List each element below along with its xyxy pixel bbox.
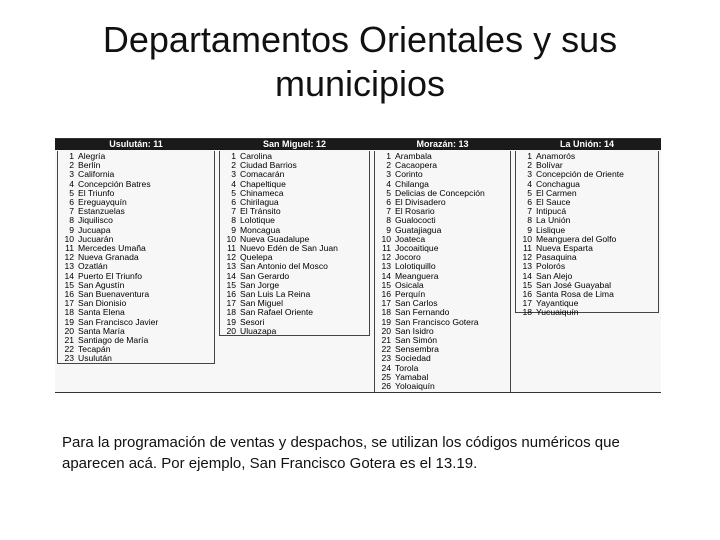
municipality-row bbox=[375, 198, 510, 207]
municipality-row bbox=[516, 299, 658, 308]
municipality-name: Uluazapa bbox=[240, 326, 277, 336]
municipality-name: Delicias de Concepción bbox=[395, 188, 485, 198]
municipality-name: San José Guayabal bbox=[536, 280, 612, 290]
municipality-name: El Rosario bbox=[395, 207, 435, 217]
municipality-row bbox=[58, 354, 214, 363]
municipality-code: 13 bbox=[226, 262, 236, 272]
municipality-code: 16 bbox=[522, 290, 532, 300]
municipality-row bbox=[220, 235, 369, 244]
municipality-name: Chinameca bbox=[240, 188, 284, 198]
municipality-code: 18 bbox=[522, 308, 532, 318]
municipality-code: 6 bbox=[69, 198, 74, 208]
municipality-row bbox=[375, 244, 510, 253]
municipality-code: 26 bbox=[381, 382, 391, 392]
municipality-code: 3 bbox=[69, 170, 74, 180]
municipality-name: Chapeltique bbox=[240, 179, 286, 189]
municipality-row bbox=[58, 318, 214, 327]
municipality-code: 11 bbox=[523, 244, 532, 254]
municipality-code: 7 bbox=[386, 207, 391, 217]
municipality-code: 20 bbox=[226, 326, 236, 336]
municipality-name: El Triunfo bbox=[78, 188, 115, 198]
municipality-code: 10 bbox=[226, 234, 236, 244]
municipality-name: Jocoro bbox=[395, 253, 421, 263]
municipality-row bbox=[58, 244, 214, 253]
municipality-name: San Rafael Oriente bbox=[240, 308, 314, 318]
municipality-code: 24 bbox=[381, 363, 391, 373]
municipality-row bbox=[58, 161, 214, 170]
municipality-code: 6 bbox=[231, 198, 236, 208]
municipality-row bbox=[375, 253, 510, 262]
municipality-row bbox=[58, 327, 214, 336]
municipality-name: San Agustín bbox=[78, 280, 125, 290]
municipality-row bbox=[58, 180, 214, 189]
municipality-row bbox=[220, 180, 369, 189]
municipality-row bbox=[58, 272, 214, 281]
municipality-name: Puerto El Triunfo bbox=[78, 271, 143, 281]
municipality-row bbox=[516, 180, 658, 189]
municipality-name: Ozatlán bbox=[78, 262, 108, 272]
municipality-name: Alegría bbox=[78, 152, 106, 161]
municipality-code: 1 bbox=[231, 152, 236, 161]
municipality-row bbox=[375, 382, 510, 391]
municipality-name: San Isidro bbox=[395, 326, 434, 336]
municipality-name: Carolina bbox=[240, 152, 273, 161]
municipality-list bbox=[219, 151, 370, 336]
municipality-name: Usulután bbox=[78, 354, 112, 364]
municipalities-table bbox=[55, 138, 661, 393]
municipality-row bbox=[516, 226, 658, 235]
municipality-row bbox=[58, 299, 214, 308]
municipality-code: 2 bbox=[231, 161, 236, 171]
slide-title: Departamentos Orientales y sus municipios bbox=[102, 19, 618, 104]
municipality-name: Chirilagua bbox=[240, 198, 279, 208]
municipality-code: 9 bbox=[231, 225, 236, 235]
municipality-code: 19 bbox=[64, 317, 74, 327]
municipality-row bbox=[220, 189, 369, 198]
municipality-code: 14 bbox=[522, 271, 532, 281]
municipality-name: Concepción de Oriente bbox=[536, 170, 624, 180]
municipality-row bbox=[375, 308, 510, 317]
municipality-code: 4 bbox=[69, 179, 74, 189]
municipality-code: 17 bbox=[381, 299, 391, 309]
municipality-name: Conchagua bbox=[536, 179, 580, 189]
municipality-code: 2 bbox=[69, 161, 74, 171]
municipality-row bbox=[375, 235, 510, 244]
municipality-name: San Luis La Reina bbox=[240, 290, 311, 300]
municipality-row bbox=[375, 180, 510, 189]
municipality-name: California bbox=[78, 170, 115, 180]
municipality-name: Bolívar bbox=[536, 161, 563, 171]
municipality-row bbox=[58, 226, 214, 235]
municipality-code: 21 bbox=[381, 336, 391, 346]
municipality-name: San Carlos bbox=[395, 299, 438, 309]
municipality-code: 10 bbox=[522, 234, 532, 244]
municipality-name: Meanguera bbox=[395, 271, 439, 281]
municipality-name: Jocoaitique bbox=[395, 244, 439, 254]
municipality-code: 8 bbox=[69, 216, 74, 226]
slide-caption: Para la programación de ventas y despachos, se utilizan los códigos numéricos que aparecen acá. Por ejemplo, San Francisco Gotera es el 13.19. bbox=[62, 434, 620, 472]
municipality-row bbox=[58, 281, 214, 290]
municipality-list bbox=[374, 151, 511, 393]
municipality-code: 10 bbox=[64, 234, 74, 244]
municipality-row bbox=[58, 253, 214, 262]
municipality-code: 13 bbox=[381, 262, 391, 272]
municipality-name: San Gerardo bbox=[240, 271, 290, 281]
municipality-row bbox=[516, 235, 658, 244]
municipality-row bbox=[220, 152, 369, 161]
municipality-name: Gualococti bbox=[395, 216, 436, 226]
municipality-name: Yamabal bbox=[395, 372, 429, 382]
municipality-name: Ciudad Barrios bbox=[240, 161, 297, 171]
municipality-row bbox=[58, 345, 214, 354]
municipality-name: Comacarán bbox=[240, 170, 285, 180]
municipality-code: 1 bbox=[69, 152, 74, 161]
municipality-name: Santa Elena bbox=[78, 308, 125, 318]
municipality-code: 5 bbox=[231, 188, 236, 198]
municipality-code: 6 bbox=[527, 198, 532, 208]
municipality-code: 14 bbox=[226, 271, 236, 281]
municipality-name: El Sauce bbox=[536, 198, 571, 208]
municipality-row bbox=[375, 364, 510, 373]
municipality-name: Corinto bbox=[395, 170, 423, 180]
municipality-name: San Buenaventura bbox=[78, 290, 150, 300]
department-column-san-miguel bbox=[217, 139, 372, 392]
municipality-row bbox=[516, 170, 658, 179]
municipality-row bbox=[375, 152, 510, 161]
municipality-code: 15 bbox=[226, 280, 236, 290]
municipality-name: Estanzuelas bbox=[78, 207, 125, 217]
municipality-row bbox=[220, 244, 369, 253]
municipality-row bbox=[375, 318, 510, 327]
municipality-row bbox=[516, 253, 658, 262]
municipality-name: Santa María bbox=[78, 326, 125, 336]
municipality-code: 2 bbox=[527, 161, 532, 171]
municipality-row bbox=[58, 170, 214, 179]
municipality-code: 12 bbox=[381, 253, 391, 263]
municipality-code: 13 bbox=[64, 262, 74, 272]
municipality-code: 9 bbox=[386, 225, 391, 235]
municipality-row bbox=[375, 207, 510, 216]
municipality-code: 6 bbox=[386, 198, 391, 208]
municipality-code: 20 bbox=[381, 326, 391, 336]
municipality-name: Yoloaiquín bbox=[395, 382, 435, 392]
municipality-name: Sensembra bbox=[395, 345, 439, 355]
municipality-row bbox=[516, 262, 658, 271]
column-header: La Unión: 14 bbox=[513, 139, 661, 150]
municipality-row bbox=[516, 198, 658, 207]
municipality-row bbox=[516, 189, 658, 198]
municipality-name: San Francisco Gotera bbox=[395, 317, 479, 327]
municipality-name: San Simón bbox=[395, 336, 438, 346]
municipality-row bbox=[220, 290, 369, 299]
municipality-code: 17 bbox=[64, 299, 74, 309]
municipality-name: San Fernando bbox=[395, 308, 450, 318]
municipality-name: Quelepa bbox=[240, 253, 273, 263]
municipality-row bbox=[375, 170, 510, 179]
municipality-row bbox=[516, 152, 658, 161]
municipality-name: Mercedes Umaña bbox=[78, 244, 146, 254]
department-column-usulutan bbox=[55, 139, 217, 392]
municipality-code: 19 bbox=[226, 317, 236, 327]
municipality-name: Intipucá bbox=[536, 207, 567, 217]
municipality-name: Berlín bbox=[78, 161, 101, 171]
municipality-name: Pasaquina bbox=[536, 253, 577, 263]
municipality-name: Concepción Batres bbox=[78, 179, 151, 189]
municipality-code: 3 bbox=[386, 170, 391, 180]
municipality-code: 8 bbox=[386, 216, 391, 226]
municipality-code: 17 bbox=[522, 299, 532, 309]
municipality-row bbox=[375, 281, 510, 290]
municipality-row bbox=[58, 189, 214, 198]
municipality-code: 12 bbox=[64, 253, 74, 263]
municipality-code: 16 bbox=[64, 290, 74, 300]
municipality-name: Moncagua bbox=[240, 225, 281, 235]
municipality-name: Lolotique bbox=[240, 216, 275, 226]
municipality-name: San Antonio del Mosco bbox=[240, 262, 328, 272]
municipality-name: Guatajiagua bbox=[395, 225, 442, 235]
municipality-code: 22 bbox=[381, 345, 391, 355]
municipality-name: Yucuaiquín bbox=[536, 308, 579, 318]
municipality-code: 15 bbox=[522, 280, 532, 290]
municipality-code: 16 bbox=[381, 290, 391, 300]
municipality-name: Chilanga bbox=[395, 179, 429, 189]
municipality-code: 12 bbox=[522, 253, 532, 263]
municipality-code: 4 bbox=[527, 179, 532, 189]
municipality-code: 7 bbox=[231, 207, 236, 217]
municipality-code: 5 bbox=[69, 188, 74, 198]
municipality-row bbox=[375, 327, 510, 336]
municipality-row bbox=[375, 272, 510, 281]
municipality-name: Arambala bbox=[395, 152, 432, 161]
municipality-name: Nueva Guadalupe bbox=[240, 234, 310, 244]
municipality-row bbox=[375, 299, 510, 308]
municipality-row bbox=[220, 318, 369, 327]
municipality-name: Lislique bbox=[536, 225, 566, 235]
municipality-name: Torola bbox=[395, 363, 419, 373]
municipality-row bbox=[220, 272, 369, 281]
municipality-name: Tecapán bbox=[78, 345, 111, 355]
municipality-code: 18 bbox=[226, 308, 236, 318]
municipality-row bbox=[58, 290, 214, 299]
municipality-code: 3 bbox=[527, 170, 532, 180]
municipality-row bbox=[220, 170, 369, 179]
municipality-row bbox=[375, 161, 510, 170]
municipality-code: 23 bbox=[381, 354, 391, 364]
municipality-row bbox=[375, 290, 510, 299]
municipality-name: Osicala bbox=[395, 280, 424, 290]
municipality-code: 8 bbox=[527, 216, 532, 226]
municipality-name: San Miguel bbox=[240, 299, 283, 309]
municipality-code: 15 bbox=[381, 280, 391, 290]
municipality-name: Ereguayquín bbox=[78, 198, 127, 208]
municipality-code: 5 bbox=[527, 188, 532, 198]
municipality-code: 11 bbox=[227, 244, 236, 254]
department-column-morazan bbox=[372, 139, 513, 392]
column-header: San Miguel: 12 bbox=[217, 139, 372, 150]
municipality-code: 10 bbox=[381, 234, 391, 244]
municipality-name: Jiquilisco bbox=[78, 216, 113, 226]
municipality-name: Sociedad bbox=[395, 354, 431, 364]
municipality-code: 20 bbox=[64, 326, 74, 336]
municipality-code: 17 bbox=[226, 299, 236, 309]
municipality-code: 1 bbox=[386, 152, 391, 161]
municipality-code: 9 bbox=[69, 225, 74, 235]
municipality-name: San Francisco Javier bbox=[78, 317, 159, 327]
municipality-name: Polorós bbox=[536, 262, 566, 272]
municipality-row bbox=[375, 354, 510, 363]
municipality-row bbox=[220, 226, 369, 235]
municipality-name: Yayantique bbox=[536, 299, 579, 309]
municipality-code: 25 bbox=[381, 372, 391, 382]
municipality-code: 9 bbox=[527, 225, 532, 235]
municipality-row bbox=[220, 281, 369, 290]
municipality-code: 4 bbox=[386, 179, 391, 189]
municipality-row bbox=[375, 216, 510, 225]
municipality-row bbox=[220, 253, 369, 262]
municipality-row bbox=[375, 226, 510, 235]
municipality-row bbox=[516, 244, 658, 253]
municipality-code: 7 bbox=[527, 207, 532, 217]
municipality-row bbox=[375, 345, 510, 354]
municipality-row bbox=[516, 207, 658, 216]
municipality-row bbox=[58, 207, 214, 216]
municipality-name: Santiago de María bbox=[78, 336, 149, 346]
municipality-name: Nueva Esparta bbox=[536, 244, 593, 254]
municipality-row bbox=[375, 262, 510, 271]
municipality-list bbox=[57, 151, 215, 364]
municipality-name: Anamorós bbox=[536, 152, 576, 161]
municipality-name: Jucuapa bbox=[78, 225, 111, 235]
municipality-row bbox=[220, 308, 369, 317]
municipality-name: Nueva Granada bbox=[78, 253, 139, 263]
municipality-code: 18 bbox=[64, 308, 74, 318]
municipality-row bbox=[220, 198, 369, 207]
municipality-name: Cacaopera bbox=[395, 161, 438, 171]
municipality-code: 18 bbox=[381, 308, 391, 318]
municipality-code: 5 bbox=[386, 188, 391, 198]
municipality-code: 19 bbox=[381, 317, 391, 327]
municipality-name: El Carmen bbox=[536, 188, 577, 198]
municipality-code: 16 bbox=[226, 290, 236, 300]
municipality-code: 14 bbox=[381, 271, 391, 281]
municipality-name: San Jorge bbox=[240, 280, 280, 290]
municipality-name: Lolotiquillo bbox=[395, 262, 436, 272]
municipality-row bbox=[375, 373, 510, 382]
municipality-row bbox=[375, 336, 510, 345]
municipality-name: La Unión bbox=[536, 216, 571, 226]
municipality-list bbox=[515, 151, 659, 318]
municipality-row bbox=[220, 299, 369, 308]
municipality-row bbox=[516, 272, 658, 281]
municipality-code: 12 bbox=[226, 253, 236, 263]
municipality-code: 22 bbox=[64, 345, 74, 355]
municipality-row bbox=[220, 216, 369, 225]
municipality-row bbox=[58, 152, 214, 161]
municipality-code: 7 bbox=[69, 207, 74, 217]
municipality-code: 11 bbox=[382, 244, 391, 254]
municipality-code: 15 bbox=[64, 280, 74, 290]
municipality-row bbox=[58, 336, 214, 345]
municipality-code: 3 bbox=[231, 170, 236, 180]
municipality-row bbox=[516, 281, 658, 290]
municipality-row bbox=[58, 216, 214, 225]
municipality-name: Meanguera del Golfo bbox=[536, 234, 617, 244]
municipality-row bbox=[220, 262, 369, 271]
municipality-row bbox=[58, 262, 214, 271]
municipality-name: El Tránsito bbox=[240, 207, 281, 217]
column-header: Morazán: 13 bbox=[372, 139, 513, 150]
municipality-name: Joateca bbox=[395, 234, 426, 244]
municipality-row bbox=[220, 207, 369, 216]
municipality-code: 21 bbox=[64, 336, 74, 346]
municipality-name: Jucuarán bbox=[78, 234, 114, 244]
municipality-code: 1 bbox=[527, 152, 532, 161]
municipality-code: 8 bbox=[231, 216, 236, 226]
municipality-name: Sesori bbox=[240, 317, 265, 327]
municipality-code: 4 bbox=[231, 179, 236, 189]
municipality-name: San Alejo bbox=[536, 271, 573, 281]
department-column-la-union bbox=[513, 139, 661, 392]
municipality-code: 14 bbox=[64, 271, 74, 281]
municipality-row bbox=[58, 235, 214, 244]
municipality-row bbox=[58, 308, 214, 317]
municipality-name: Perquín bbox=[395, 290, 426, 300]
municipality-row bbox=[58, 198, 214, 207]
municipality-row bbox=[516, 290, 658, 299]
municipality-code: 23 bbox=[64, 354, 74, 364]
municipality-code: 13 bbox=[522, 262, 532, 272]
municipality-row bbox=[375, 189, 510, 198]
municipality-name: Nuevo Edén de San Juan bbox=[240, 244, 338, 254]
municipality-code: 11 bbox=[65, 244, 74, 254]
municipality-code: 2 bbox=[386, 161, 391, 171]
municipality-row bbox=[220, 327, 369, 336]
municipality-row bbox=[220, 161, 369, 170]
municipality-name: San Dionisio bbox=[78, 299, 127, 309]
municipality-row bbox=[516, 308, 658, 317]
municipality-name: El Divisadero bbox=[395, 198, 446, 208]
column-header: Usulután: 11 bbox=[55, 139, 217, 150]
municipality-row bbox=[516, 216, 658, 225]
municipality-row bbox=[516, 161, 658, 170]
municipality-name: Santa Rosa de Lima bbox=[536, 290, 614, 300]
